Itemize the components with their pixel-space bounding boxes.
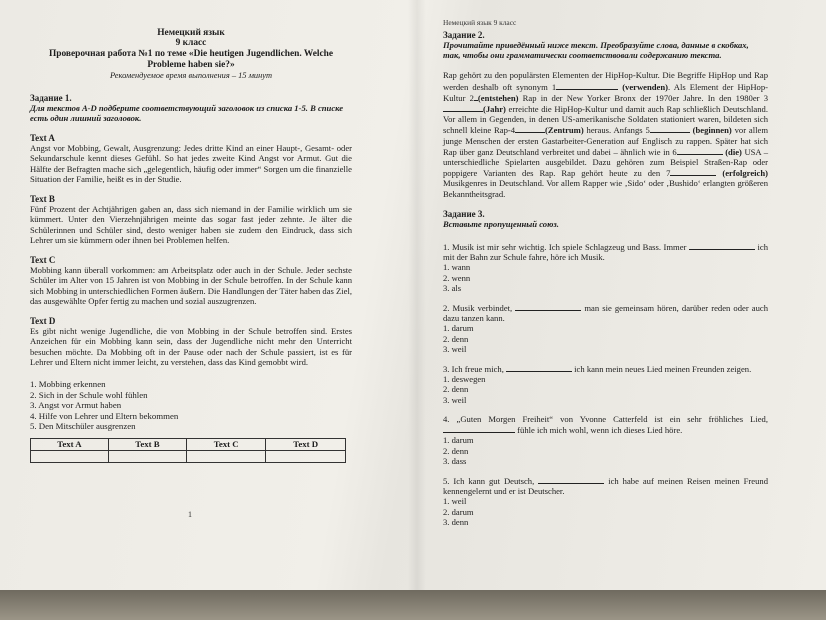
task2-segment: vor allem junge Menschen der ersten Gastarbeiter-Generation auf Englisch zu rappen. Später hat sich Rap über ganz Deutschland verbreitet und dabei – ähnlich wie in 6 [443, 125, 768, 157]
question-text: 2. Musik verbindet, [443, 303, 513, 314]
option[interactable]: 1. darum [443, 323, 474, 334]
option[interactable]: 1. deswegen [443, 374, 486, 385]
hint-7: (erfolgreich) [722, 168, 768, 179]
headline-item: 1. Mobbing erkennen [30, 379, 106, 390]
task2-text [443, 70, 768, 198]
question-gap[interactable] [506, 363, 572, 372]
question-1 [443, 241, 768, 293]
headline-item: 3. Angst vor Armut haben [30, 400, 122, 411]
question-4 [443, 414, 768, 466]
left-page [30, 28, 352, 463]
hint-1: (verwenden) [622, 81, 669, 92]
option[interactable]: 2. darum [443, 506, 474, 517]
option[interactable]: 2. denn [443, 333, 469, 344]
task2-segment: Rap in der New Yorker Bronx der 1970er Jahre. In den 1980er 3 [518, 92, 768, 103]
answer-header-text-c: Text C [186, 439, 266, 451]
task2-segment: Musikgenres in Deutschland. Vor allem Rapper wie ‚Sido‘ oder ‚Bushido‘ erlangten größeren Bekanntheitsgrad. [443, 178, 768, 199]
headline-item: 2. Sich in der Schule wohl fühlen [30, 389, 148, 400]
headline-list [30, 379, 352, 432]
task2-segment: heraus. Anfangs 5 [583, 125, 650, 136]
answer-header-text-b: Text B [108, 439, 186, 451]
hint-2: (entstehen) [477, 92, 519, 103]
answer-cell-d[interactable] [266, 451, 346, 463]
hint-4: (Zentrum) [545, 125, 584, 136]
task3-title: Задание 3. [443, 208, 485, 219]
option[interactable]: 3. denn [443, 516, 469, 527]
question-5 [443, 475, 768, 527]
text-c-heading: Text C [30, 255, 56, 266]
hint-3: (Jahr) [483, 104, 506, 115]
text-a-heading: Text A [30, 133, 55, 143]
option[interactable]: 3. als [443, 282, 462, 293]
text-d-heading: Text D [30, 316, 56, 327]
question-text: 5. Ich kann gut Deutsch, [443, 475, 535, 486]
option[interactable]: 1. darum [443, 435, 474, 446]
gap-1[interactable] [556, 81, 618, 90]
text-a-body: Angst vor Mobbing, Gewalt, Ausgrenzung: Jedes dritte Kind an einer Haupt-, Gesamt- oder Sekundarschule kennt dieses Gefühl. So hat jedes zweite Kind Angst vor Armut. Gut die Hälfte der Befragten mache sich „gelegentlich, häufig oder immer“ Sorgen um die finanzielle Situation der Familie, heißt es in der Studie. [30, 143, 352, 184]
question-gap[interactable] [538, 475, 604, 484]
option[interactable]: 3. weil [443, 394, 467, 405]
gap-5[interactable] [650, 124, 690, 133]
text-c-body: Mobbing kann überall vorkommen: am Arbeitsplatz oder auch in der Schule. Jeder sechste Schüler im Alter von 15 Jahren ist von Mobbing in der Schule betroffen. In der Schule kann sich Mobbing in unterschiedlichen Formen äußern. Die Handlungen der Täter haben das Ziel, das ausgewählte Opfer fertig zu machen und sozial auszugrenzen. [30, 265, 353, 306]
gap-7[interactable] [670, 167, 716, 176]
grade-heading: 9 класс [175, 38, 207, 49]
task2-segment: erreichte die HipHop-Kultur und damit auch Rap schließlich Deutschland. Vor allem in Gegenden, in denen US-amerikanische Soldaten stationiert waren, bildeten sich schnell kleine Rap-4 [443, 104, 768, 136]
option[interactable]: 2. denn [443, 445, 469, 456]
headline-item: 5. Den Mitschüler ausgrenzen [30, 421, 136, 432]
task1-title: Задание 1. [30, 92, 72, 103]
answer-header-text-a: Text A [31, 439, 109, 451]
option[interactable]: 1. weil [443, 496, 467, 507]
gap-4[interactable] [515, 124, 545, 133]
task1-instruction: Для текстов A-D подберите соответствующий заголовок из списка 1-5. В списке есть один лишний заголовок. [30, 103, 344, 123]
option[interactable]: 3. dass [443, 455, 467, 466]
question-2 [443, 302, 768, 354]
question-text: 1. Musik ist mir sehr wichtig. Ich spiele Schlagzeug und Bass. Immer [443, 242, 687, 253]
question-gap[interactable] [443, 424, 515, 433]
task2-segment: USA – unterschiedliche Spielarten ausgebildet. Dazu gehören zum Beispiel Straßen-Rap oder poppigere Varianten des Rap. Rap gehört heute zu den 7 [443, 146, 768, 179]
question-gap[interactable] [515, 302, 581, 311]
subject-heading: Немецкий язык [157, 28, 225, 38]
running-header: Немецкий язык 9 класс [443, 18, 517, 27]
gap-3[interactable] [443, 103, 483, 112]
option[interactable]: 2. wenn [443, 272, 471, 283]
question-gap[interactable] [689, 241, 755, 250]
hint-5: (beginnen) [692, 125, 732, 136]
hint-6: (die) [725, 146, 742, 157]
question-text: man sie gemeinsam hören, darüber reden oder auch dazu tanzen kann. [443, 303, 768, 324]
time-note: Рекомендуемое время выполнения – 15 минут [109, 70, 273, 80]
question-text: 4. „Guten Morgen Freiheit“ von Yvonne Catterfeld ist ein sehr fröhliches Lied, [443, 413, 768, 424]
answer-cell-b[interactable] [108, 451, 186, 463]
option[interactable]: 3. weil [443, 343, 467, 354]
question-3 [443, 363, 768, 405]
page-number: 1 [188, 510, 192, 519]
gap-6[interactable] [677, 146, 723, 155]
answer-cell-c[interactable] [186, 451, 266, 463]
answer-table [30, 438, 346, 463]
question-text: ich mit der Bahn zur Schule fahre, höre ich Musik. [443, 242, 769, 263]
answer-cell-a[interactable] [31, 451, 109, 463]
text-d-body: Es gibt nicht wenige Jugendliche, die von Mobbing in der Schule betroffen sind. Erstes Anzeichen für ein Mobbing kann sein, dass der Jugendliche nicht mehr den Unterricht besuchen möchte. Da Mobbing oft in der Pause oder nach der Schule passiert, ist es für Lehrer und Eltern nicht immer leicht, zu verstehen, dass das Kind gemobbt wird. [30, 326, 352, 367]
headline-item: 4. Hilfe von Lehrer und Eltern bekommen [30, 410, 179, 421]
task2-title: Задание 2. [443, 30, 485, 41]
text-b-body: Fünf Prozent der Achtjährigen gaben an, dass sich niemand in der Familie wirklich um sie kümmert. Unter den Vierzehnjährigen meinte das sogar fast jeder zehnte. Je älter die Schülerinnen und Schüler sind, desto weniger haben sie zudem den Eindruck, dass sich Lehrer um sie kümmern oder ihnen bei Problemen helfen. [30, 204, 352, 245]
option[interactable]: 1. wann [443, 262, 471, 273]
page-fold [408, 0, 426, 596]
task2-instruction: Прочитайте приведённый ниже текст. Преобразуйте слова, данные в скобках, так, чтобы они грамматически соответствовали содержанию текста. [443, 40, 749, 61]
answer-header-text-d: Text D [266, 439, 346, 451]
question-text: ich kann mein neues Lied meinen Freunden zeigen. [574, 364, 752, 375]
question-text: ich habe auf meinen Reisen meinen Freund kennengelernt und er ist Deutscher. [443, 475, 768, 497]
task3-instruction: Вставьте пропущенный союз. [443, 219, 559, 230]
question-text: 3. Ich freue mich, [443, 364, 504, 375]
option[interactable]: 2. denn [443, 384, 469, 395]
right-page [443, 18, 768, 527]
test-title: Проверочная работа №1 по теме «Die heutigen Jugendlichen. Welche Probleme haben sie?» [48, 49, 334, 70]
table-surface [0, 590, 826, 620]
text-b-heading: Text B [30, 194, 55, 205]
question-text: fühle ich mich wohl, wenn ich dieses Lied höre. [517, 425, 683, 436]
task2-segment: . Als Element der HipHop-Kultur 2 [443, 81, 768, 103]
task2-segment: Rap gehört zu den populärsten Elementen der HipHop-Kultur. Die Begriffe HipHop und Rap werden deshalb oft synonym 1 [443, 70, 768, 92]
